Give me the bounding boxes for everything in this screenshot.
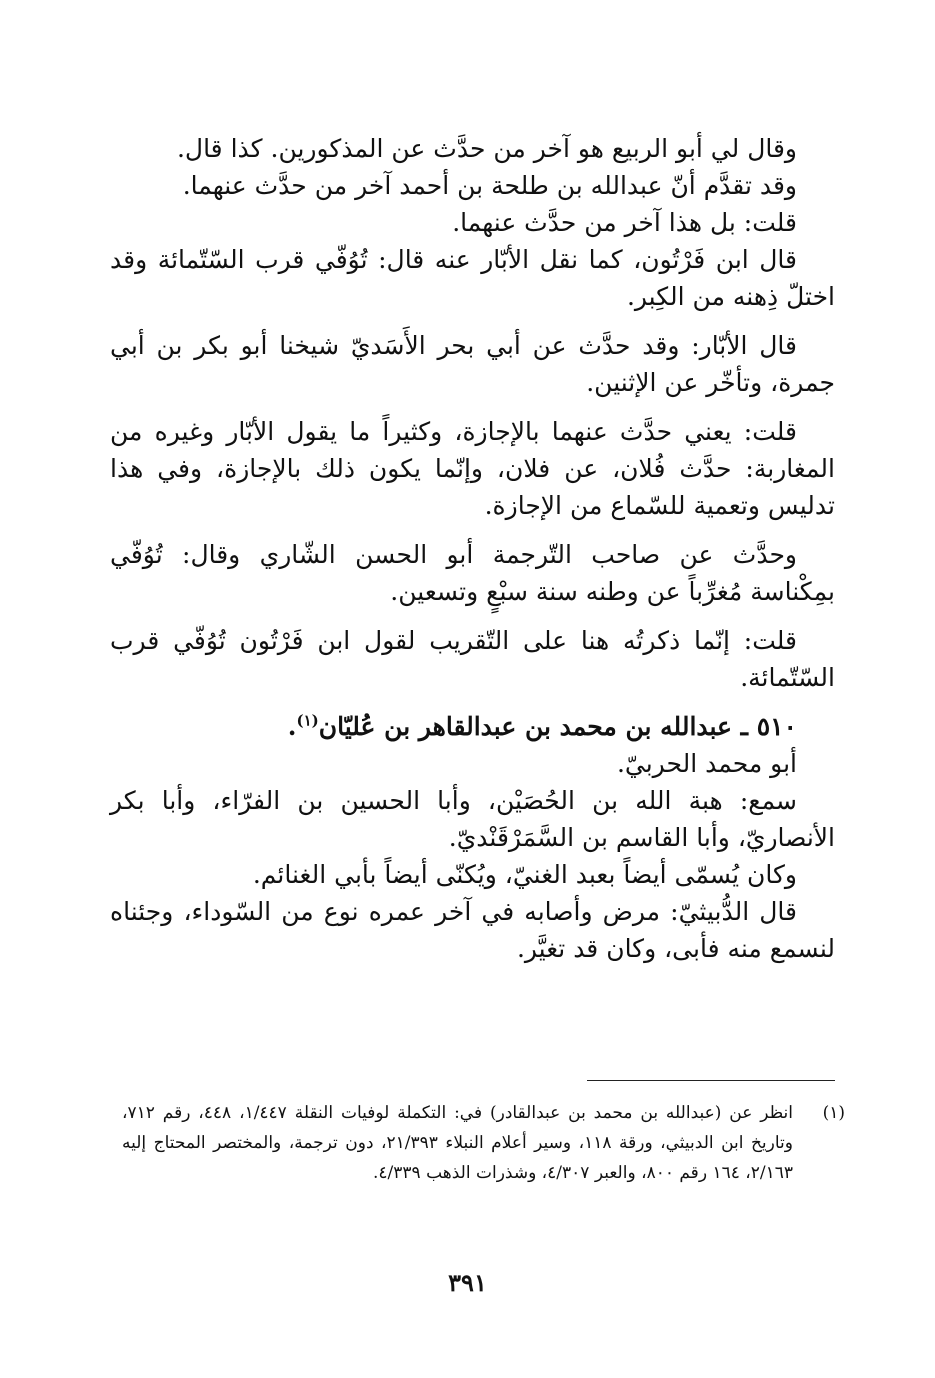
entry-paragraph-4: قال الدُّبيثيّ: مرض وأصابه في آخر عمره نوع من السّوداء، وجئناه لنسمع منه فأبى، وكان قد تغيَّر.: [110, 897, 835, 963]
paragraph-8: قلت: إنّما ذكرتُه هنا على التّقريب لقول ابن فَرْتُون تُوُفّي قرب السّتّمائة.: [110, 626, 835, 692]
paragraph-4: قال ابن فَرْتُون، كما نقل الأبّار عنه قال: تُوُفّي قرب السّتّمائة وقد اختلّ ذِهنه من الكِبر.: [110, 245, 835, 311]
entry-paragraph-3: وكان يُسمّى أيضاً بعبد الغنيّ، ويُكنّى أيضاً بأبي الغنائم.: [252, 860, 797, 889]
footnote-number: (١): [822, 1103, 845, 1123]
entry-paragraph-2: سمع: هبة الله بن الحُصَيْن، وأبا الحسين بن الفرّاء، وأبا بكر الأنصاريّ، وأبا القاسم بن السَّمَرْقَنْديّ.: [110, 786, 835, 852]
main-text: [110, 130, 835, 967]
paragraph-7: وحدَّث عن صاحب التّرجمة أبو الحسن الشّاري وقال: تُوُفّي بمِكْناسة مُغرِّباً عن وطنه سنة سبْعٍ وتسعين.: [110, 540, 835, 606]
paragraph-1: وقال لي أبو الربيع هو آخر من حدَّث عن المذكورين. كذا قال.: [176, 134, 797, 163]
paragraph-5: قال الأبّار: وقد حدَّث عن أبي بحر الأَسَديّ شيخنا أبو بكر بن أبي جمرة، وتأخّر عن الإثنين.: [110, 331, 835, 397]
page-number: ٣٩١: [448, 1268, 487, 1297]
footnote-reference: (١): [296, 711, 319, 730]
footnote: [122, 1098, 845, 1188]
entry-paragraph-1: أبو محمد الحربيّ.: [616, 749, 797, 778]
entry-heading: [110, 708, 835, 745]
footnote-divider: [587, 1080, 835, 1081]
paragraph-3: قلت: بل هذا آخر من حدَّث عنهما.: [452, 208, 797, 237]
entry-title: ٥١٠ ـ عبدالله بن محمد بن عبدالقاهر بن عُليّان: [318, 712, 797, 741]
paragraph-2: وقد تقدَّم أنّ عبدالله بن طلحة بن أحمد آخر من حدَّث عنهما.: [182, 171, 797, 200]
entry-title-end: .: [287, 712, 297, 741]
footnote-text: انظر عن (عبدالله بن محمد بن عبدالقادر) في: التكملة لوفيات النقلة ١/٤٤٧، ٤٤٨، رقم ٧١٢، وتاريخ ابن الدبيثي، ورقة ١١٨، وسير أعلام النبلاء ٢١/٣٩٣، دون ترجمة، والمختصر المحتاج إليه ٢/١٦٣، ١٦٤ رقم ٨٠٠، والعبر ٤/٣٠٧، وشذرات الذهب ٤/٣٣٩.: [122, 1103, 793, 1183]
paragraph-6: قلت: يعني حدَّث عنهما بالإجازة، وكثيراً ما يقول الأبّار وغيره من المغاربة: حدَّث فُلان، عن فلان، وإنّما يكون ذلك بالإجازة، وفي هذا تدليس وتعمية للسّماع من الإجازة.: [110, 417, 835, 520]
